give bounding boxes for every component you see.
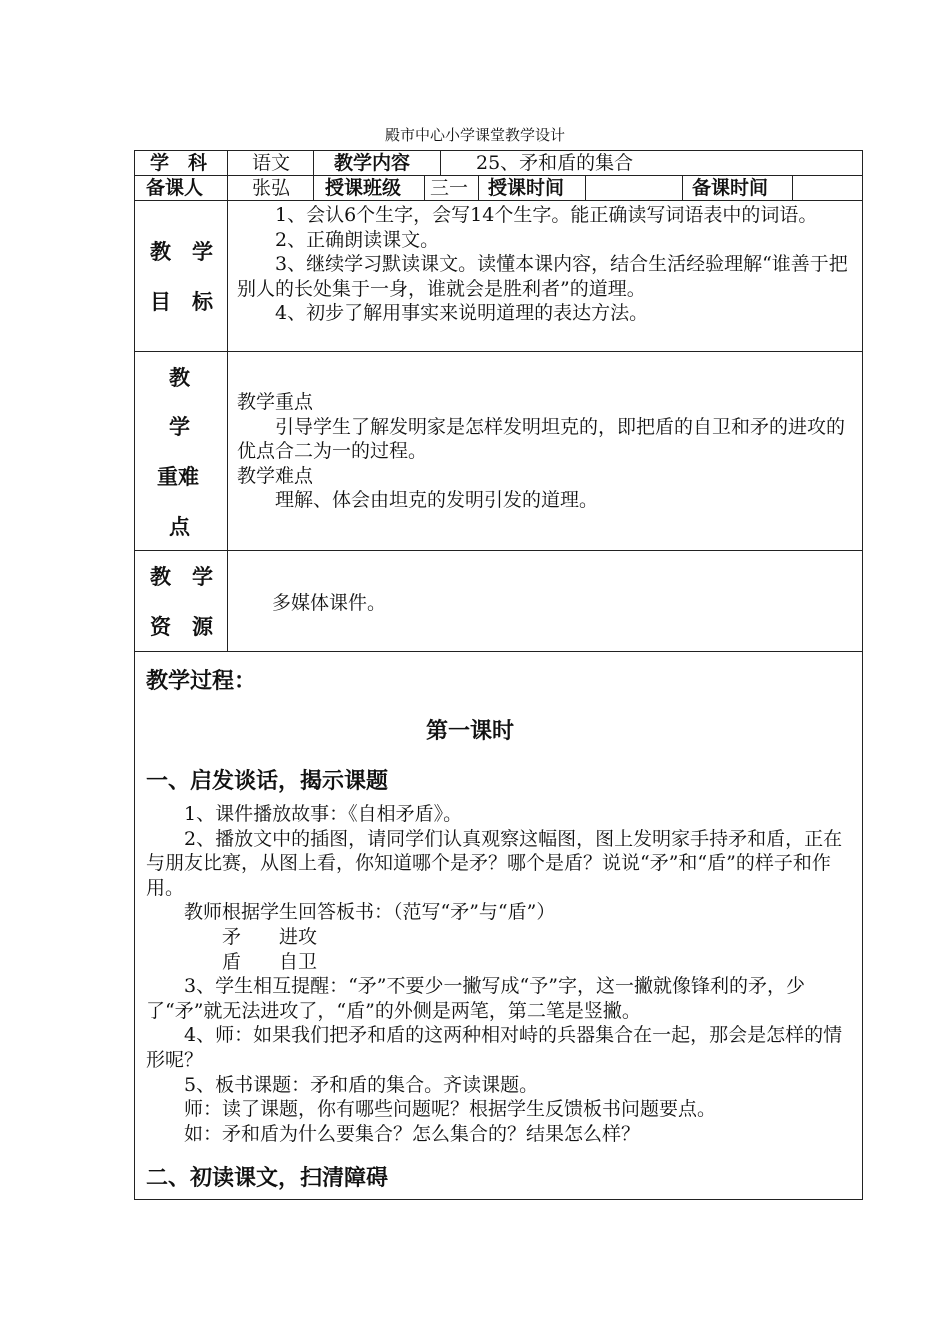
process-item: 师：读了课题，你有哪些问题呢？根据学生反馈板书问题要点。 [184,1098,717,1121]
process-item: 2、播放文中的插图，请同学们认真观察这幅图，图上发明家手持矛和盾，正在与朋友比赛，从图上看，你知道哪个是矛？哪个是盾？说说“矛”和“盾”的样子和作用。 [146,827,843,899]
subject-value: 语文 [252,152,291,174]
objectives-text [237,203,855,326]
objectives-label-1: 教 学 [150,240,213,264]
difficulty-text: 理解、体会由坦克的发明引发的道理。 [275,489,599,512]
content-value: 25、矛和盾的集合 [476,152,634,174]
resources-label-1: 教 学 [150,565,213,589]
keypoints-label-char: 点 [169,515,190,539]
section2-title: 二、初读课文，扫清障碍 [146,1166,389,1191]
objective-item: 1、会认6个生字，会写14个生字。能正确读写词语表中的词语。 [275,204,818,226]
teach-time-label: 授课时间 [488,177,565,199]
lesson-title: 第一课时 [425,719,514,744]
resources-label-2: 资 源 [150,615,213,639]
subject-label: 学 科 [150,152,208,174]
class-label: 授课班级 [325,177,402,199]
process-item: 如：矛和盾为什么要集合？怎么集合的？结果怎么样？ [184,1122,641,1145]
document-caption: 殿市中心小学课堂教学设计 [384,126,565,144]
keypoints-label-char: 教 [169,366,190,390]
section1-title: 一、启发谈话，揭示课题 [146,769,389,794]
process-item: 3、学生相互提醒：“矛”不要少一撇写成“予”字，这一撇就像锋利的矛，少了“矛”就无法进攻了，“盾”的外侧是两笔，第二笔是竖撇。 [146,975,805,1022]
process-item: 教师根据学生回答板书：（范写“矛”与“盾”） [184,901,556,924]
keypoints-label-char: 学 [169,415,190,439]
board-line: 盾 自卫 [222,950,318,973]
board-line: 矛 进攻 [222,925,318,948]
objective-item: 3、继续学习默读课文。读懂本课内容，结合生活经验理解“谁善于把别人的长处集于一身，谁就会是胜利者”的道理。 [237,253,848,300]
preparer-value: 张弘 [252,177,291,199]
process-item: 4、师：如果我们把矛和盾的这两种相对峙的兵器集合在一起，那会是怎样的情形呢？ [146,1024,843,1071]
difficulty-title: 教学难点 [237,464,314,487]
process-item: 5、板书课题：矛和盾的集合。齐读课题。 [184,1073,539,1096]
objective-item: 2、正确朗读课文。 [275,228,440,251]
keypoints-label-char: 重难 [157,465,199,489]
focus-title: 教学重点 [237,391,314,413]
resources-text: 多媒体课件。 [272,592,387,614]
content-label: 教学内容 [334,152,411,174]
preparer-label: 备课人 [146,177,204,199]
objectives-label-2: 目 标 [150,290,213,314]
focus-text: 引导学生了解发明家是怎样发明坦克的，即把盾的自卫和矛的进攻的优点合二为一的过程。 [237,415,846,463]
objective-item: 4、初步了解用事实来说明道理的表达方法。 [275,302,649,325]
process-title: 教学过程： [146,669,257,694]
keypoints-text [237,390,855,513]
prep-time-label: 备课时间 [692,177,769,199]
section1-body [146,802,856,1146]
process-item: 1、课件播放故事：《自相矛盾》。 [184,803,463,825]
class-value: 三一 [430,177,469,199]
